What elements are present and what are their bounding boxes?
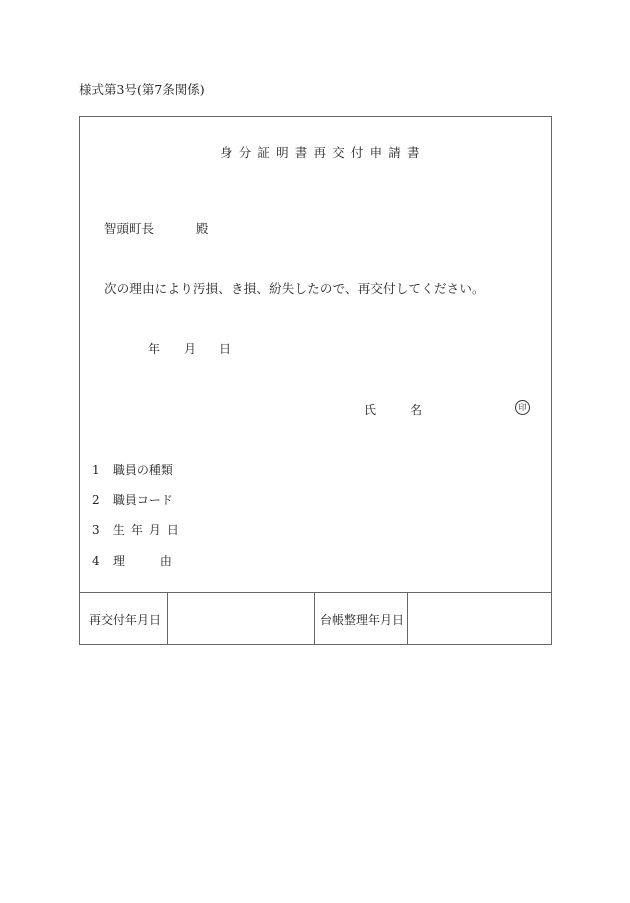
date-month-label: 月 bbox=[184, 342, 197, 356]
table-divider-vertical bbox=[314, 592, 315, 644]
ledger-date-label: 台帳整理年月日 bbox=[320, 613, 405, 627]
item-reason bbox=[92, 552, 172, 569]
reissue-date-label: 再交付年月日 bbox=[89, 613, 162, 627]
item-label: 職員の種類 bbox=[112, 463, 173, 477]
item-employee-type bbox=[92, 461, 173, 478]
item-birth-date bbox=[92, 521, 185, 538]
item-label: 職員コード bbox=[112, 493, 173, 507]
date-day-label: 日 bbox=[219, 342, 232, 356]
item-number: 1 bbox=[92, 463, 100, 477]
item-label-part-b: 由 bbox=[159, 554, 172, 568]
applicant-name-label-2: 名 bbox=[410, 403, 423, 417]
reissue-date-field[interactable] bbox=[168, 593, 314, 644]
honorific: 殿 bbox=[196, 221, 209, 236]
ledger-date-field[interactable] bbox=[408, 593, 550, 644]
item-label: 生年月日 bbox=[112, 523, 185, 537]
item-employee-code bbox=[92, 491, 173, 508]
item-number: 3 bbox=[92, 523, 100, 537]
form-reference: 様式第3号(第7条関係) bbox=[79, 82, 205, 97]
seal-icon: 印 bbox=[515, 400, 530, 415]
item-number: 2 bbox=[92, 493, 100, 507]
request-statement: 次の理由により汚損、き損、紛失したので、再交付してください。 bbox=[104, 281, 485, 296]
document-title: 身分証明書再交付申請書 bbox=[220, 145, 426, 160]
item-label-part-a: 理 bbox=[112, 554, 125, 568]
applicant-name-label-1: 氏 bbox=[364, 403, 377, 417]
date-year-label: 年 bbox=[148, 342, 161, 356]
item-number: 4 bbox=[92, 554, 100, 568]
addressee: 智頭町長 bbox=[104, 221, 155, 236]
